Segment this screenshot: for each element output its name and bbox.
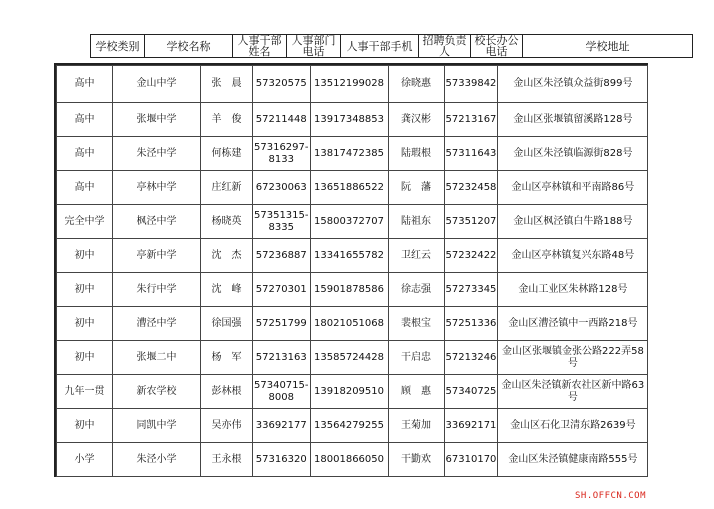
school-type-cell: 高中	[57, 66, 113, 103]
hr-dept-phone-cell: 57340715-8008	[253, 375, 311, 409]
school-type-cell: 高中	[57, 171, 113, 205]
school-table	[56, 65, 648, 477]
table-row	[57, 171, 648, 205]
recruitment-lead-cell: 徐晓惠	[388, 66, 444, 103]
hr-dept-phone-cell: 57213163	[253, 341, 311, 375]
school-name-cell: 同凯中学	[113, 409, 201, 443]
school-address-cell: 金山区朱泾镇健康南路555号	[498, 443, 648, 477]
header-hr-dept-phone: 人事部门电话	[287, 35, 341, 58]
hr-dept-phone-cell: 57236887	[253, 239, 311, 273]
hr-officer-mobile-cell: 13817472385	[310, 137, 388, 171]
school-name-cell: 漕泾中学	[113, 307, 201, 341]
header-hr-officer-mobile: 人事干部手机	[341, 35, 419, 58]
school-table-frame	[54, 63, 648, 477]
header-hr-officer-name: 人事干部姓名	[233, 35, 287, 58]
principal-phone-cell: 57251336	[444, 307, 498, 341]
school-name-cell: 张堰二中	[113, 341, 201, 375]
recruitment-lead-cell: 陆瑕根	[388, 137, 444, 171]
hr-officer-name-cell: 庄红新	[201, 171, 253, 205]
table-row	[57, 205, 648, 239]
school-name-cell: 张堰中学	[113, 103, 201, 137]
school-type-cell: 完全中学	[57, 205, 113, 239]
school-type-cell: 初中	[57, 239, 113, 273]
header-principal-phone: 校长办公电话	[471, 35, 523, 58]
school-type-cell: 初中	[57, 409, 113, 443]
hr-officer-name-cell: 沈 杰	[201, 239, 253, 273]
hr-dept-phone-cell: 57351315-8335	[253, 205, 311, 239]
hr-officer-mobile-cell: 13341655782	[310, 239, 388, 273]
school-address-cell: 金山区张堰镇留溪路128号	[498, 103, 648, 137]
header-recruitment-lead: 招聘负责人	[419, 35, 471, 58]
school-name-cell: 朱泾中学	[113, 137, 201, 171]
hr-officer-name-cell: 羊 俊	[201, 103, 253, 137]
hr-officer-mobile-cell: 15901878586	[310, 273, 388, 307]
recruitment-lead-cell: 干启忠	[388, 341, 444, 375]
header-school-address: 学校地址	[523, 35, 693, 58]
hr-officer-name-cell: 沈 峰	[201, 273, 253, 307]
principal-phone-cell: 57339842	[444, 66, 498, 103]
table-row	[57, 341, 648, 375]
hr-officer-name-cell: 吴亦伟	[201, 409, 253, 443]
hr-dept-phone-cell: 57251799	[253, 307, 311, 341]
principal-phone-cell: 57213167	[444, 103, 498, 137]
school-type-cell: 高中	[57, 103, 113, 137]
school-address-cell: 金山区张堰镇金张公路222弄58号	[498, 341, 648, 375]
watermark: SH.OFFCN.COM	[575, 491, 647, 501]
hr-officer-mobile-cell: 13512199028	[310, 66, 388, 103]
principal-phone-cell: 57213246	[444, 341, 498, 375]
recruitment-lead-cell: 裴根宝	[388, 307, 444, 341]
school-address-cell: 金山区朱泾镇新农社区新中路63号	[498, 375, 648, 409]
hr-officer-name-cell: 杨晓英	[201, 205, 253, 239]
hr-dept-phone-cell: 57270301	[253, 273, 311, 307]
school-address-cell: 金山区漕泾镇中一西路218号	[498, 307, 648, 341]
recruitment-lead-cell: 徐志强	[388, 273, 444, 307]
school-name-cell: 亭林中学	[113, 171, 201, 205]
hr-officer-name-cell: 彭林根	[201, 375, 253, 409]
hr-officer-name-cell: 张 晨	[201, 66, 253, 103]
school-address-cell: 金山区朱泾镇众益街899号	[498, 66, 648, 103]
hr-officer-mobile-cell: 18001866050	[310, 443, 388, 477]
school-type-cell: 初中	[57, 341, 113, 375]
hr-officer-name-cell: 王永根	[201, 443, 253, 477]
hr-officer-mobile-cell: 13564279255	[310, 409, 388, 443]
school-address-cell: 金山区亭林镇复兴东路48号	[498, 239, 648, 273]
hr-dept-phone-cell: 67230063	[253, 171, 311, 205]
table-row	[57, 66, 648, 103]
school-address-cell: 金山区朱泾镇临源街828号	[498, 137, 648, 171]
school-type-cell: 九年一贯	[57, 375, 113, 409]
hr-dept-phone-cell: 57211448	[253, 103, 311, 137]
school-address-cell: 金山工业区朱林路128号	[498, 273, 648, 307]
table-row	[57, 307, 648, 341]
hr-dept-phone-cell: 57316297-8133	[253, 137, 311, 171]
header-row	[91, 35, 693, 58]
hr-officer-mobile-cell: 15800372707	[310, 205, 388, 239]
hr-officer-mobile-cell: 13917348853	[310, 103, 388, 137]
principal-phone-cell: 67310170	[444, 443, 498, 477]
school-name-cell: 亭新中学	[113, 239, 201, 273]
hr-officer-mobile-cell: 18021051068	[310, 307, 388, 341]
hr-dept-phone-cell: 57316320	[253, 443, 311, 477]
header-school-name: 学校名称	[145, 35, 233, 58]
recruitment-lead-cell: 顾 惠	[388, 375, 444, 409]
school-type-cell: 初中	[57, 307, 113, 341]
recruitment-lead-cell: 卫红云	[388, 239, 444, 273]
hr-officer-name-cell: 徐国强	[201, 307, 253, 341]
school-address-cell: 金山区石化卫清东路2639号	[498, 409, 648, 443]
school-type-cell: 小学	[57, 443, 113, 477]
table-row	[57, 103, 648, 137]
recruitment-lead-cell: 龚汉彬	[388, 103, 444, 137]
hr-officer-name-cell: 何栋建	[201, 137, 253, 171]
school-type-cell: 初中	[57, 273, 113, 307]
hr-officer-mobile-cell: 13585724428	[310, 341, 388, 375]
hr-officer-name-cell: 杨 军	[201, 341, 253, 375]
recruitment-lead-cell: 王菊加	[388, 409, 444, 443]
school-name-cell: 枫泾中学	[113, 205, 201, 239]
recruitment-lead-cell: 阮 藩	[388, 171, 444, 205]
school-name-cell: 金山中学	[113, 66, 201, 103]
school-name-cell: 朱泾小学	[113, 443, 201, 477]
table-row	[57, 443, 648, 477]
principal-phone-cell: 57340725	[444, 375, 498, 409]
table-row	[57, 273, 648, 307]
hr-officer-mobile-cell: 13918209510	[310, 375, 388, 409]
recruitment-lead-cell: 陆祖东	[388, 205, 444, 239]
school-address-cell: 金山区亭林镇和平南路86号	[498, 171, 648, 205]
principal-phone-cell: 33692171	[444, 409, 498, 443]
hr-dept-phone-cell: 57320575	[253, 66, 311, 103]
school-name-cell: 朱行中学	[113, 273, 201, 307]
table-row	[57, 239, 648, 273]
hr-dept-phone-cell: 33692177	[253, 409, 311, 443]
header-school-type: 学校类别	[91, 35, 145, 58]
hr-officer-mobile-cell: 13651886522	[310, 171, 388, 205]
table-row	[57, 375, 648, 409]
principal-phone-cell: 57311643	[444, 137, 498, 171]
school-name-cell: 新农学校	[113, 375, 201, 409]
principal-phone-cell: 57232458	[444, 171, 498, 205]
recruitment-lead-cell: 干勤欢	[388, 443, 444, 477]
table-row	[57, 409, 648, 443]
principal-phone-cell: 57273345	[444, 273, 498, 307]
principal-phone-cell: 57351207	[444, 205, 498, 239]
principal-phone-cell: 57232422	[444, 239, 498, 273]
header-table	[90, 34, 693, 58]
table-row	[57, 137, 648, 171]
school-type-cell: 高中	[57, 137, 113, 171]
school-address-cell: 金山区枫泾镇白牛路188号	[498, 205, 648, 239]
